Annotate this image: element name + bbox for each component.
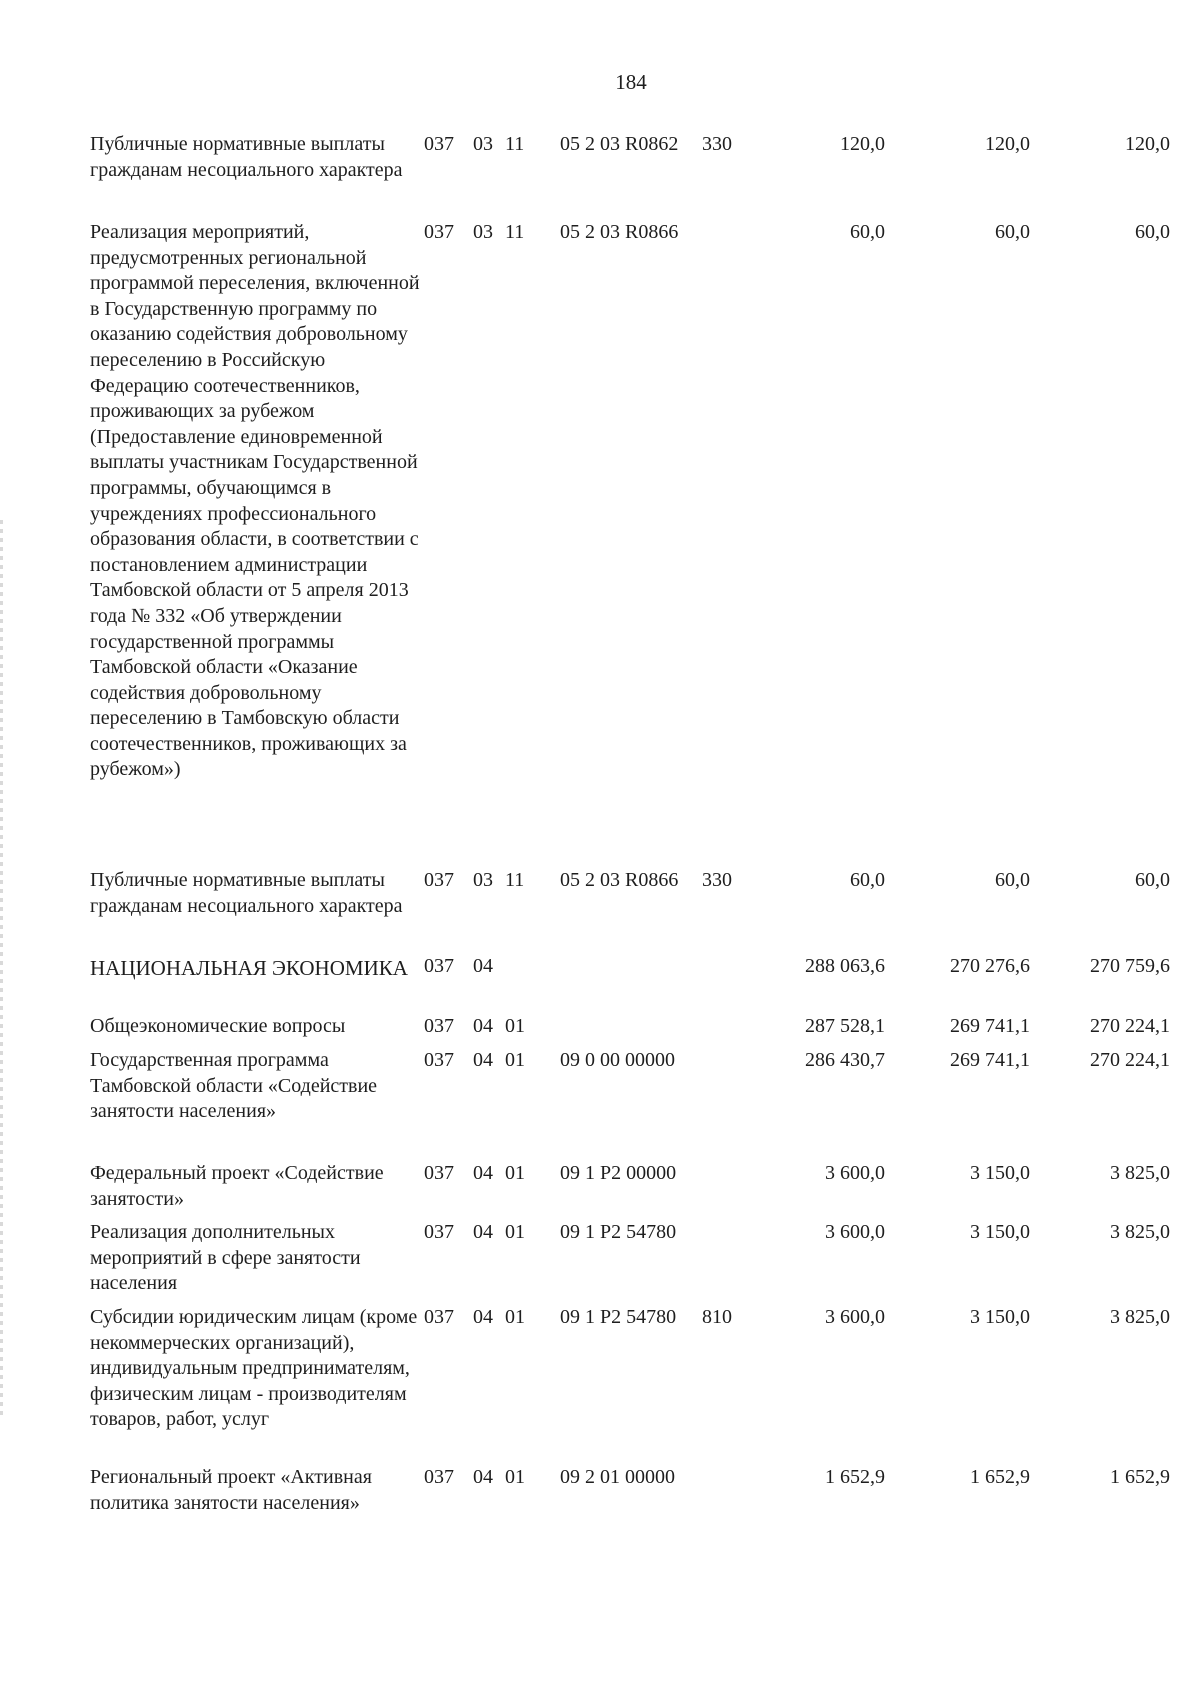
row-section-code: 04 bbox=[473, 1221, 493, 1243]
row-sum-year1: 3 600,0 bbox=[825, 1306, 885, 1328]
row-sum-year2: 60,0 bbox=[995, 869, 1030, 891]
row-sum-year2: 270 276,6 bbox=[950, 955, 1030, 977]
row-subsection-code: 01 bbox=[505, 1015, 525, 1037]
row-expense-type: 330 bbox=[702, 869, 732, 891]
row-name: Публичные нормативные выплаты гражданам несоциального характера bbox=[90, 869, 403, 917]
row-sum-year2: 3 150,0 bbox=[970, 1162, 1030, 1184]
row-target-code: 09 2 01 00000 bbox=[560, 1466, 675, 1488]
row-sum-year3: 270 224,1 bbox=[1090, 1015, 1170, 1037]
row-subsection-code: 01 bbox=[505, 1221, 525, 1243]
row-sum-year3: 3 825,0 bbox=[1110, 1162, 1170, 1184]
row-expense-type: 810 bbox=[702, 1306, 732, 1328]
row-sum-year1: 120,0 bbox=[840, 133, 885, 155]
row-target-code: 05 2 03 R0862 bbox=[560, 133, 679, 155]
row-subsection-code: 11 bbox=[505, 221, 525, 243]
row-section-code: 04 bbox=[473, 1015, 493, 1037]
row-sum-year2: 269 741,1 bbox=[950, 1049, 1030, 1071]
row-sum-year3: 60,0 bbox=[1135, 869, 1170, 891]
row-admin-code: 037 bbox=[424, 1015, 454, 1037]
row-sum-year3: 270 224,1 bbox=[1090, 1049, 1170, 1071]
row-section-code: 04 bbox=[473, 1049, 493, 1071]
row-sum-year2: 120,0 bbox=[985, 133, 1030, 155]
row-sum-year1: 60,0 bbox=[850, 869, 885, 891]
row-sum-year3: 3 825,0 bbox=[1110, 1221, 1170, 1243]
row-sum-year1: 1 652,9 bbox=[825, 1466, 885, 1488]
row-target-code: 05 2 03 R0866 bbox=[560, 869, 679, 891]
row-section-code: 04 bbox=[473, 955, 493, 977]
row-name: Федеральный проект «Содействие занятости» bbox=[90, 1162, 384, 1210]
row-admin-code: 037 bbox=[424, 955, 454, 977]
row-sum-year2: 3 150,0 bbox=[970, 1306, 1030, 1328]
row-admin-code: 037 bbox=[424, 221, 454, 243]
row-name: Субсидии юридическим лицам (кроме некоммерческих организаций), индивидуальным предпринимателям, физическим лицам - производителям товаров, работ, услуг bbox=[90, 1306, 418, 1431]
row-sum-year1: 286 430,7 bbox=[805, 1049, 885, 1071]
row-sum-year1: 3 600,0 bbox=[825, 1221, 885, 1243]
row-target-code: 09 1 P2 54780 bbox=[560, 1306, 677, 1328]
row-sum-year2: 269 741,1 bbox=[950, 1015, 1030, 1037]
row-target-code: 05 2 03 R0866 bbox=[560, 221, 679, 243]
row-name: Государственная программа Тамбовской области «Содействие занятости населения» bbox=[90, 1049, 378, 1123]
row-target-code: 09 1 P2 00000 bbox=[560, 1162, 677, 1184]
row-expense-type: 330 bbox=[702, 133, 732, 155]
row-section-code: 03 bbox=[473, 221, 493, 243]
row-target-code: 09 0 00 00000 bbox=[560, 1049, 675, 1071]
row-admin-code: 037 bbox=[424, 1162, 454, 1184]
row-subsection-code: 01 bbox=[505, 1466, 525, 1488]
row-section-code: 04 bbox=[473, 1466, 493, 1488]
row-section-code: 04 bbox=[473, 1162, 493, 1184]
row-admin-code: 037 bbox=[424, 1306, 454, 1328]
row-name: Реализация мероприятий, предусмотренных региональной программой переселения, включенной в Государственную программу по оказанию содействия добровольному переселению в Российскую Федерацию соотечественников, проживающих за рубежом (Предоставление единовременной выплаты участникам Государственной программы, обучающимся в учреждениях профессионального образования области, в соответствии с постановлением администрации Тамбовской области от 5 апреля 2013 года № 332 «Об утверждении государственной программы Тамбовской области «Оказание содействия добровольному переселению в Тамбовскую области соотечественников, проживающих за рубежом») bbox=[90, 221, 420, 781]
row-admin-code: 037 bbox=[424, 133, 454, 155]
row-admin-code: 037 bbox=[424, 869, 454, 891]
row-sum-year2: 3 150,0 bbox=[970, 1221, 1030, 1243]
row-sum-year3: 1 652,9 bbox=[1110, 1466, 1170, 1488]
row-section-code: 03 bbox=[473, 133, 493, 155]
row-name: Публичные нормативные выплаты гражданам несоциального характера bbox=[90, 133, 403, 181]
row-section-code: 04 bbox=[473, 1306, 493, 1328]
row-subsection-code: 01 bbox=[505, 1162, 525, 1184]
row-sum-year3: 3 825,0 bbox=[1110, 1306, 1170, 1328]
row-sum-year1: 60,0 bbox=[850, 221, 885, 243]
row-sum-year3: 60,0 bbox=[1135, 221, 1170, 243]
row-section-code: 03 bbox=[473, 869, 493, 891]
row-sum-year1: 288 063,6 bbox=[805, 955, 885, 977]
row-subsection-code: 01 bbox=[505, 1306, 525, 1328]
row-name: Реализация дополнительных мероприятий в сфере занятости населения bbox=[90, 1221, 361, 1295]
row-admin-code: 037 bbox=[424, 1466, 454, 1488]
row-sum-year1: 287 528,1 bbox=[805, 1015, 885, 1037]
row-sum-year3: 270 759,6 bbox=[1090, 955, 1170, 977]
row-name: Общеэкономические вопросы bbox=[90, 1015, 346, 1037]
row-sum-year3: 120,0 bbox=[1125, 133, 1170, 155]
row-admin-code: 037 bbox=[424, 1221, 454, 1243]
page-number: 184 bbox=[615, 70, 647, 94]
row-name: НАЦИОНАЛЬНАЯ ЭКОНОМИКА bbox=[90, 956, 408, 980]
row-name: Региональный проект «Активная политика занятости населения» bbox=[90, 1466, 372, 1514]
row-target-code: 09 1 P2 54780 bbox=[560, 1221, 677, 1243]
row-subsection-code: 01 bbox=[505, 1049, 525, 1071]
row-sum-year1: 3 600,0 bbox=[825, 1162, 885, 1184]
row-admin-code: 037 bbox=[424, 1049, 454, 1071]
row-sum-year2: 1 652,9 bbox=[970, 1466, 1030, 1488]
row-subsection-code: 11 bbox=[505, 133, 525, 155]
row-sum-year2: 60,0 bbox=[995, 221, 1030, 243]
row-subsection-code: 11 bbox=[505, 869, 525, 891]
scan-edge-artifact bbox=[0, 520, 3, 1420]
